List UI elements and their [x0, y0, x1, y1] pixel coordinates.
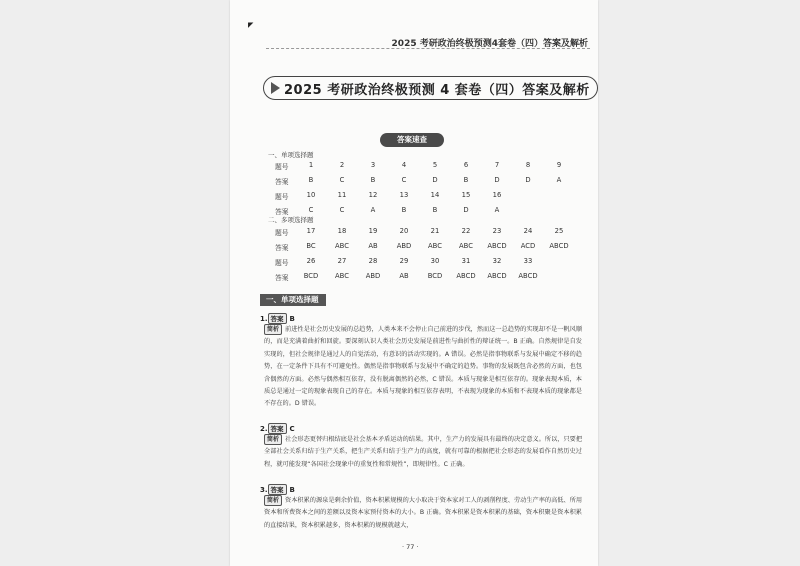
header-divider [266, 48, 590, 49]
q3-analysis-text: 资本积累的源泉是剩余价值，资本积累规模的大小取决于资本家对工人的剥削程度、劳动生产率的高低、所用资本和所费资本之间的差额以及资本家预付资本的大小。B 正确。资本积累是资本积累的基础，资本积聚是资本积累的直接结果，资本积累越多，资本积累的规模就越大， [264, 497, 583, 529]
multi-choice-row-label: 答案 [275, 244, 289, 252]
q2-analysis-tag: 简析 [264, 434, 282, 445]
single-choice-cell: C [339, 206, 345, 214]
q3-analysis-tag: 简析 [264, 495, 282, 506]
multi-choice-cell: 33 [523, 257, 533, 265]
single-choice-cell: C [401, 176, 407, 184]
title-banner [263, 76, 598, 100]
single-choice-cell: B [308, 176, 314, 184]
multi-choice-cell: ABCD [487, 272, 507, 280]
multi-choice-cell: ABCD [549, 242, 569, 250]
section1-label: 一、单项选择题 [268, 151, 314, 159]
single-choice-cell: 11 [337, 191, 347, 199]
answer-quick-check-tag: 答案速查 [380, 133, 444, 147]
single-choice-cell: D [494, 176, 500, 184]
single-choice-cell: 10 [306, 191, 316, 199]
single-choice-cell: 9 [556, 161, 562, 169]
single-choice-cell: B [401, 206, 407, 214]
single-choice-cell: A [556, 176, 562, 184]
multi-choice-cell: 27 [337, 257, 347, 265]
single-choice-cell: 2 [339, 161, 345, 169]
multi-choice-row-label: 题号 [275, 229, 289, 237]
multi-choice-cell: ABC [428, 242, 442, 250]
q2-number: 2. [260, 424, 268, 433]
q2-answer-line [260, 423, 295, 434]
multi-choice-cell: ACD [520, 242, 536, 250]
multi-choice-cell: 17 [306, 227, 316, 235]
q1-answer-tag: 答案 [268, 313, 287, 324]
multi-choice-cell: BCD [427, 272, 443, 280]
single-choice-cell: C [339, 176, 345, 184]
q1-analysis-tag: 简析 [264, 324, 282, 335]
q3-answer-line [260, 484, 295, 495]
triangle-icon [271, 82, 280, 94]
multi-choice-cell: 30 [430, 257, 440, 265]
single-choice-cell: 12 [368, 191, 378, 199]
q3-answer-tag: 答案 [268, 484, 287, 495]
multi-choice-cell: 25 [554, 227, 564, 235]
single-choice-cell: C [308, 206, 314, 214]
multi-choice-cell: 26 [306, 257, 316, 265]
single-choice-cell: 6 [463, 161, 469, 169]
q1-answer: B [289, 314, 295, 323]
document-page [230, 0, 598, 566]
single-choice-cell: 15 [461, 191, 471, 199]
page-number: · 77 · [402, 543, 419, 551]
multi-choice-cell: 23 [492, 227, 502, 235]
q2-answer: C [289, 424, 295, 433]
single-choice-cell: A [370, 206, 376, 214]
multi-choice-cell: 21 [430, 227, 440, 235]
single-choice-cell: 14 [430, 191, 440, 199]
multi-choice-cell: ABD [396, 242, 412, 250]
q2-analysis [264, 434, 582, 471]
q1-analysis-text: 前进性是社会历史发展的总趋势，人类本来不会停止自己前进的步伐，然而这一总趋势的实现却不是一帆风顺的，而是充满着曲折和回旋。要深刻认识人类社会历史发展是前进性与曲折性的辩证统一。B 正确。自然规律是自发实现的，但社会规律是通过人的自觉活动，有意识的活动实现的。A 错误。必然是指事物联系与发展中确定不移的趋势，在一定条件下具有不可避免性。偶然是指事物联系与发展中不确定的趋势。事物的发展既包含必然的方面，也包含偶然的方面。必然与偶然相互依存，没有脱离偶然的必然，C 错误。本质与现象是相互依存的。现象表现本质，本质总是通过一定的现象表现自己的存在。本质与现象的相互依存表明，不表现为现象的本质和不表现本质的现象都是不存在的。D 错误。 [264, 326, 583, 408]
multi-choice-cell: AB [399, 272, 409, 280]
multi-choice-cell: ABC [335, 272, 349, 280]
single-choice-cell: 5 [432, 161, 438, 169]
multi-choice-cell: 28 [368, 257, 378, 265]
corner-mark: ◤ [248, 21, 254, 29]
page-title: 2025 考研政治终极预测 4 套卷（四）答案及解析 [284, 82, 590, 98]
q2-analysis-text: 社会形态更替归根结底是社会基本矛盾运动的结果。其中，生产力的发展具有最终的决定意义。所以，只要把全部社会关系归结于生产关系，把生产关系归结于生产力的高度，就有可靠的根据把社会形态的发展看作自然历史过程，就可能发现“各国社会现象中的重复性和常规性”，即规律性。C 正确。 [264, 436, 583, 468]
single-choice-cell: 3 [370, 161, 376, 169]
single-choice-cell: A [494, 206, 500, 214]
single-choice-cell: 13 [399, 191, 409, 199]
single-choice-cell: D [432, 176, 438, 184]
multi-choice-cell: AB [368, 242, 378, 250]
q3-analysis [264, 495, 582, 532]
multi-choice-cell: ABCD [487, 242, 507, 250]
single-choice-cell: B [370, 176, 376, 184]
multi-choice-cell: 19 [368, 227, 378, 235]
multi-choice-cell: 29 [399, 257, 409, 265]
multi-choice-cell: BCD [303, 272, 319, 280]
multi-choice-cell: BC [306, 242, 316, 250]
running-header: 2025 考研政治终极预测4套卷（四）答案及解析 [391, 39, 588, 49]
multi-choice-cell: 22 [461, 227, 471, 235]
single-choice-row-label: 题号 [275, 163, 289, 171]
q3-answer: B [289, 485, 295, 494]
single-choice-row-label: 答案 [275, 208, 289, 216]
section-heading-bar: 一、单项选择题 [260, 294, 326, 306]
q1-answer-line [260, 313, 295, 324]
single-choice-row-label: 答案 [275, 178, 289, 186]
multi-choice-cell: ABD [365, 272, 381, 280]
multi-choice-cell: 24 [523, 227, 533, 235]
q2-answer-tag: 答案 [268, 423, 287, 434]
q3-number: 3. [260, 485, 268, 494]
multi-choice-row-label: 答案 [275, 274, 289, 282]
single-choice-cell: 16 [492, 191, 502, 199]
section2-label: 二、多项选择题 [268, 216, 314, 224]
single-choice-row-label: 题号 [275, 193, 289, 201]
single-choice-cell: B [432, 206, 438, 214]
single-choice-cell: 7 [494, 161, 500, 169]
multi-choice-cell: ABCD [518, 272, 538, 280]
single-choice-cell: 1 [308, 161, 314, 169]
multi-choice-cell: 31 [461, 257, 471, 265]
multi-choice-row-label: 题号 [275, 259, 289, 267]
single-choice-cell: B [463, 176, 469, 184]
multi-choice-cell: ABCD [456, 272, 476, 280]
multi-choice-cell: 20 [399, 227, 409, 235]
multi-choice-cell: ABC [335, 242, 349, 250]
single-choice-cell: 4 [401, 161, 407, 169]
single-choice-cell: D [525, 176, 531, 184]
q1-analysis [264, 324, 582, 411]
multi-choice-cell: 18 [337, 227, 347, 235]
q1-number: 1. [260, 314, 268, 323]
multi-choice-cell: ABC [459, 242, 473, 250]
single-choice-cell: D [463, 206, 469, 214]
multi-choice-cell: 32 [492, 257, 502, 265]
single-choice-cell: 8 [525, 161, 531, 169]
